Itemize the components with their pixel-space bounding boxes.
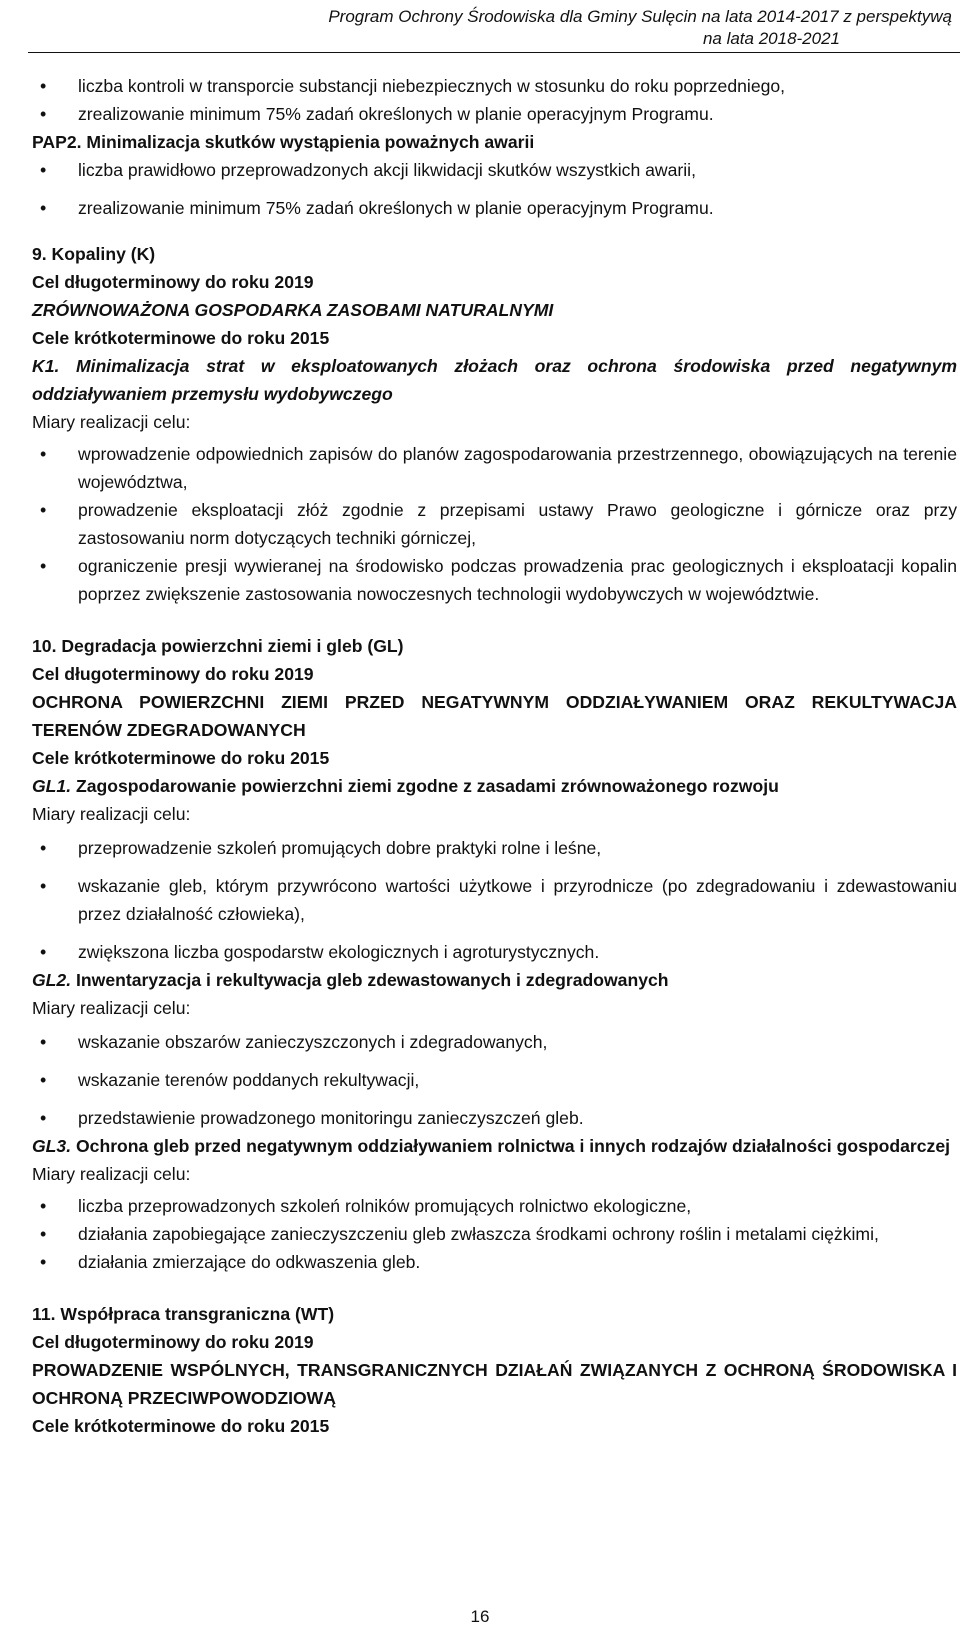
- section9-short-term-label: Cele krótkoterminowe do roku 2015: [32, 328, 330, 348]
- k1-heading: [32, 352, 957, 408]
- pap2-bullet-list: [32, 156, 957, 222]
- list-item: • zwiększona liczba gospodarstw ekologicznych i agroturystycznych.: [32, 938, 957, 966]
- section10-short-term-label: Cele krótkoterminowe do roku 2015: [32, 748, 330, 768]
- pap2-heading: [32, 128, 957, 156]
- pap2-title: Minimalizacja skutków wystąpienia poważnych awarii: [81, 132, 535, 152]
- list-item: • działania zapobiegające zanieczyszczeniu gleb zwłaszcza środkami ochrony roślin i metalami ciężkimi,: [32, 1220, 957, 1248]
- list-item: • liczba kontroli w transporcie substancji niebezpiecznych w stosunku do roku poprzedniego,: [32, 72, 957, 100]
- section11-short-term-label: Cele krótkoterminowe do roku 2015: [32, 1416, 330, 1436]
- page-content: [32, 72, 957, 1440]
- section11-long-term-label: Cel długoterminowy do roku 2019: [32, 1332, 314, 1352]
- list-item: • prowadzenie eksploatacji złóż zgodnie z przepisami ustawy Prawo geologiczne i górnicze oraz przy zastosowaniu norm dotyczących techniki górniczej,: [32, 496, 957, 552]
- list-item: • wskazanie obszarów zanieczyszczonych i zdegradowanych,: [32, 1028, 957, 1056]
- header-rule: [28, 52, 960, 53]
- k1-title: Minimalizacja strat w eksploatowanych złożach oraz ochrona środowiska przed negatywnym oddziaływaniem przemysłu wydobywczego: [32, 356, 957, 404]
- header-line-2: na lata 2018-2021: [702, 29, 840, 48]
- section9-measures-label: Miary realizacji celu:: [32, 412, 191, 432]
- section10-long-term-label: Cel długoterminowy do roku 2019: [32, 664, 314, 684]
- section11-long-term-goal: PROWADZENIE WSPÓLNYCH, TRANSGRANICZNYCH DZIAŁAŃ ZWIĄZANYCH Z OCHRONĄ ŚRODOWISKA I OCHRONĄ PRZECIWPOWODZIOWĄ: [32, 1360, 957, 1408]
- gl2-title: Inwentaryzacja i rekultywacja gleb zdewastowanych i zdegradowanych: [71, 970, 669, 990]
- header-line-1: Program Ochrony Środowiska dla Gminy Sulęcin na lata 2014-2017 z perspektywą: [328, 7, 952, 26]
- section9-long-term-label: Cel długoterminowy do roku 2019: [32, 272, 314, 292]
- section9-long-term-goal: ZRÓWNOWAŻONA GOSPODARKA ZASOBAMI NATURALNYMI: [32, 300, 554, 320]
- list-item: • przeprowadzenie szkoleń promujących dobre praktyki rolne i leśne,: [32, 834, 957, 862]
- gl3-bullet-list: [32, 1192, 957, 1276]
- gl1-title: Zagospodarowanie powierzchni ziemi zgodne z zasadami zrównoważonego rozwoju: [71, 776, 779, 796]
- running-header: [0, 6, 952, 50]
- gl1-bullet-list: [32, 834, 957, 966]
- section10-heading: 10. Degradacja powierzchni ziemi i gleb (GL): [32, 636, 404, 656]
- gl1-code: GL1.: [32, 776, 72, 796]
- gl2-code: GL2.: [32, 970, 72, 990]
- gl1-heading: [32, 772, 957, 800]
- list-item: • wprowadzenie odpowiednich zapisów do planów zagospodarowania przestrzennego, obowiązujących na terenie województwa,: [32, 440, 957, 496]
- section11-heading: 11. Współpraca transgraniczna (WT): [32, 1304, 335, 1324]
- gl3-heading: [32, 1132, 957, 1160]
- section10-long-term-goal: OCHRONA POWIERZCHNI ZIEMI PRZED NEGATYWNYM ODDZIAŁYWANIEM ORAZ REKULTYWACJA TERENÓW ZDEGRADOWANYCH: [32, 692, 957, 740]
- page-number: 16: [470, 1607, 490, 1626]
- k1-code: K1.: [32, 356, 60, 376]
- list-item: • liczba przeprowadzonych szkoleń rolników promujących rolnictwo ekologiczne,: [32, 1192, 957, 1220]
- list-item: • zrealizowanie minimum 75% zadań określonych w planie operacyjnym Programu.: [32, 100, 957, 128]
- top-bullet-list: [32, 72, 957, 128]
- section9-heading: 9. Kopaliny (K): [32, 244, 156, 264]
- pap2-code: PAP2.: [32, 132, 82, 152]
- list-item: • działania zmierzające do odkwaszenia gleb.: [32, 1248, 957, 1276]
- gl2-heading: [32, 966, 957, 994]
- gl2-measures-label: Miary realizacji celu:: [32, 998, 191, 1018]
- gl2-bullet-list: [32, 1028, 957, 1132]
- gl1-measures-label: Miary realizacji celu:: [32, 804, 191, 824]
- gl3-title: Ochrona gleb przed negatywnym oddziaływaniem rolnictwa i innych rodzajów działalności gospodarczej: [71, 1136, 950, 1156]
- gl3-measures-label: Miary realizacji celu:: [32, 1164, 191, 1184]
- list-item: • zrealizowanie minimum 75% zadań określonych w planie operacyjnym Programu.: [32, 194, 957, 222]
- list-item: • wskazanie gleb, którym przywrócono wartości użytkowe i przyrodnicze (po zdegradowaniu i zdewastowaniu przez działalność człowieka),: [32, 872, 957, 928]
- gl3-code: GL3.: [32, 1136, 72, 1156]
- list-item: • liczba prawidłowo przeprowadzonych akcji likwidacji skutków wszystkich awarii,: [32, 156, 957, 184]
- list-item: • ograniczenie presji wywieranej na środowisko podczas prowadzenia prac geologicznych i eksploatacji kopalin poprzez zwiększenie zastosowania nowoczesnych technologii wydobywczych w województwie.: [32, 552, 957, 608]
- list-item: • przedstawienie prowadzonego monitoringu zanieczyszczeń gleb.: [32, 1104, 957, 1132]
- section9-bullet-list: [32, 440, 957, 608]
- list-item: • wskazanie terenów poddanych rekultywacji,: [32, 1066, 957, 1094]
